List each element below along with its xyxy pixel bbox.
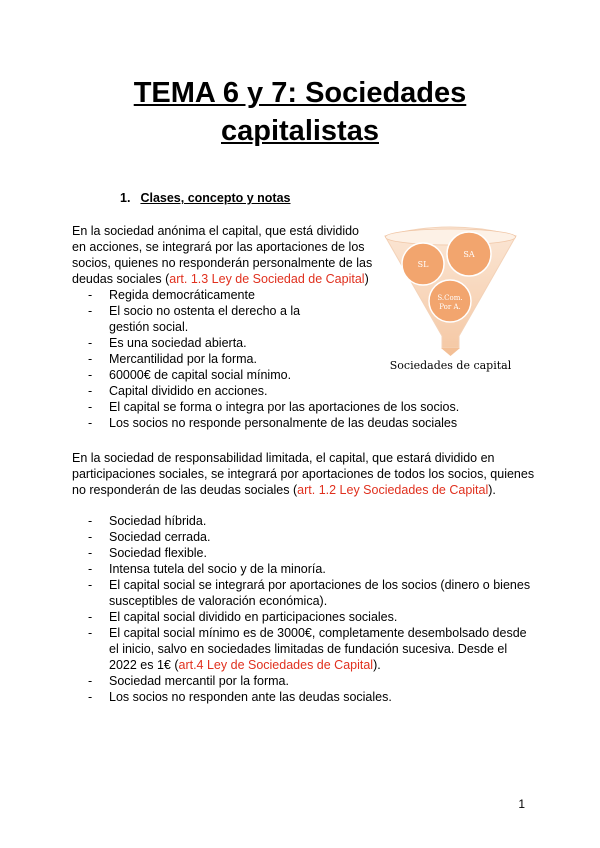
srl-line-3-text: no responderán de las deudas sociales ( [72, 483, 298, 497]
list-item: - Sociedad cerrada. [88, 529, 538, 545]
sa-line-4-close: ) [364, 272, 369, 286]
sa-paragraph [72, 223, 372, 287]
srl-item-7-close: ). [373, 658, 381, 672]
list-item: - Los socios no responden ante las deudas sociales. [88, 689, 538, 705]
list-item: - Sociedad flexible. [88, 545, 538, 561]
page-title [0, 74, 600, 150]
list-item: - Sociedad mercantil por la forma. [88, 673, 538, 689]
list-item [88, 625, 534, 673]
list-item: - El capital social se integrará por aportaciones de los socios (dinero o bienes susceptibles de valoración económica). [88, 577, 534, 609]
srl-item-7-text: El capital social mínimo es de 3000€, completamente desembolsado desde el inicio, salvo en sociedades limitadas de fundación sucesiva. Desde el 2022 es 1€ ( [109, 626, 527, 672]
list-item: - Los socios no responde personalmente de las deudas sociales [88, 415, 459, 431]
srl-features-list [88, 513, 538, 705]
page-number: 1 [518, 797, 525, 811]
sa-law-reference: art. 1.3 Ley de Sociedad de Capital [169, 272, 365, 286]
list-item: - El capital se forma o integra por las aportaciones de los socios. [88, 399, 459, 415]
circle-label-sa: SA [463, 250, 475, 259]
funnel-arrow [441, 348, 460, 356]
title-line-2: capitalistas [221, 115, 379, 147]
list-item: - Es una sociedad abierta. [88, 335, 459, 351]
circle-label-scom: S.Com. Por A. [437, 294, 463, 311]
list-item: - El capital social dividido en participaciones sociales. [88, 609, 538, 625]
circle-label-sl: SL [417, 260, 429, 269]
list-item: - Regida democráticamente [88, 287, 459, 303]
section-number: 1. [120, 191, 131, 205]
srl-line-3-close: ). [488, 483, 496, 497]
sa-line-3: socios, quienes no responderán personalmente de las [72, 256, 373, 270]
srl-line-3 [72, 482, 534, 498]
list-item: - Intensa tutela del socio y de la minoría. [88, 561, 538, 577]
srl-line-2: participaciones sociales, se integrará por aportaciones de todos los socios, quienes [72, 467, 535, 481]
srl-item-7-reference: art.4 Ley de Sociedades de Capital [178, 658, 374, 672]
sa-line-4-text: deudas sociales ( [72, 272, 170, 286]
section-title: Clases, concepto y notas [140, 191, 291, 205]
diagram-caption: Sociedades de capital [389, 359, 512, 372]
srl-law-reference: art. 1.2 Ley Sociedades de Capital [297, 483, 489, 497]
sa-line-4 [72, 271, 372, 287]
sa-line-1: En la sociedad anónima el capital, que está dividido [72, 224, 359, 238]
srl-paragraph [72, 450, 534, 498]
title-line-1: TEMA 6 y 7: Sociedades [133, 77, 467, 109]
srl-line-1: En la sociedad de responsabilidad limitada, el capital, que estará dividido en [72, 451, 495, 465]
list-item: - El socio no ostenta el derecho a la gestión social. [88, 303, 339, 335]
list-item: - Mercantilidad por la forma. [88, 351, 459, 367]
list-item: - Capital dividido en acciones. [88, 383, 459, 399]
sa-line-2: en acciones, se integrará por las aportaciones de los [72, 240, 365, 254]
section-heading [120, 191, 291, 205]
list-item: - Sociedad híbrida. [88, 513, 538, 529]
list-item: - 60000€ de capital social mínimo. [88, 367, 459, 383]
